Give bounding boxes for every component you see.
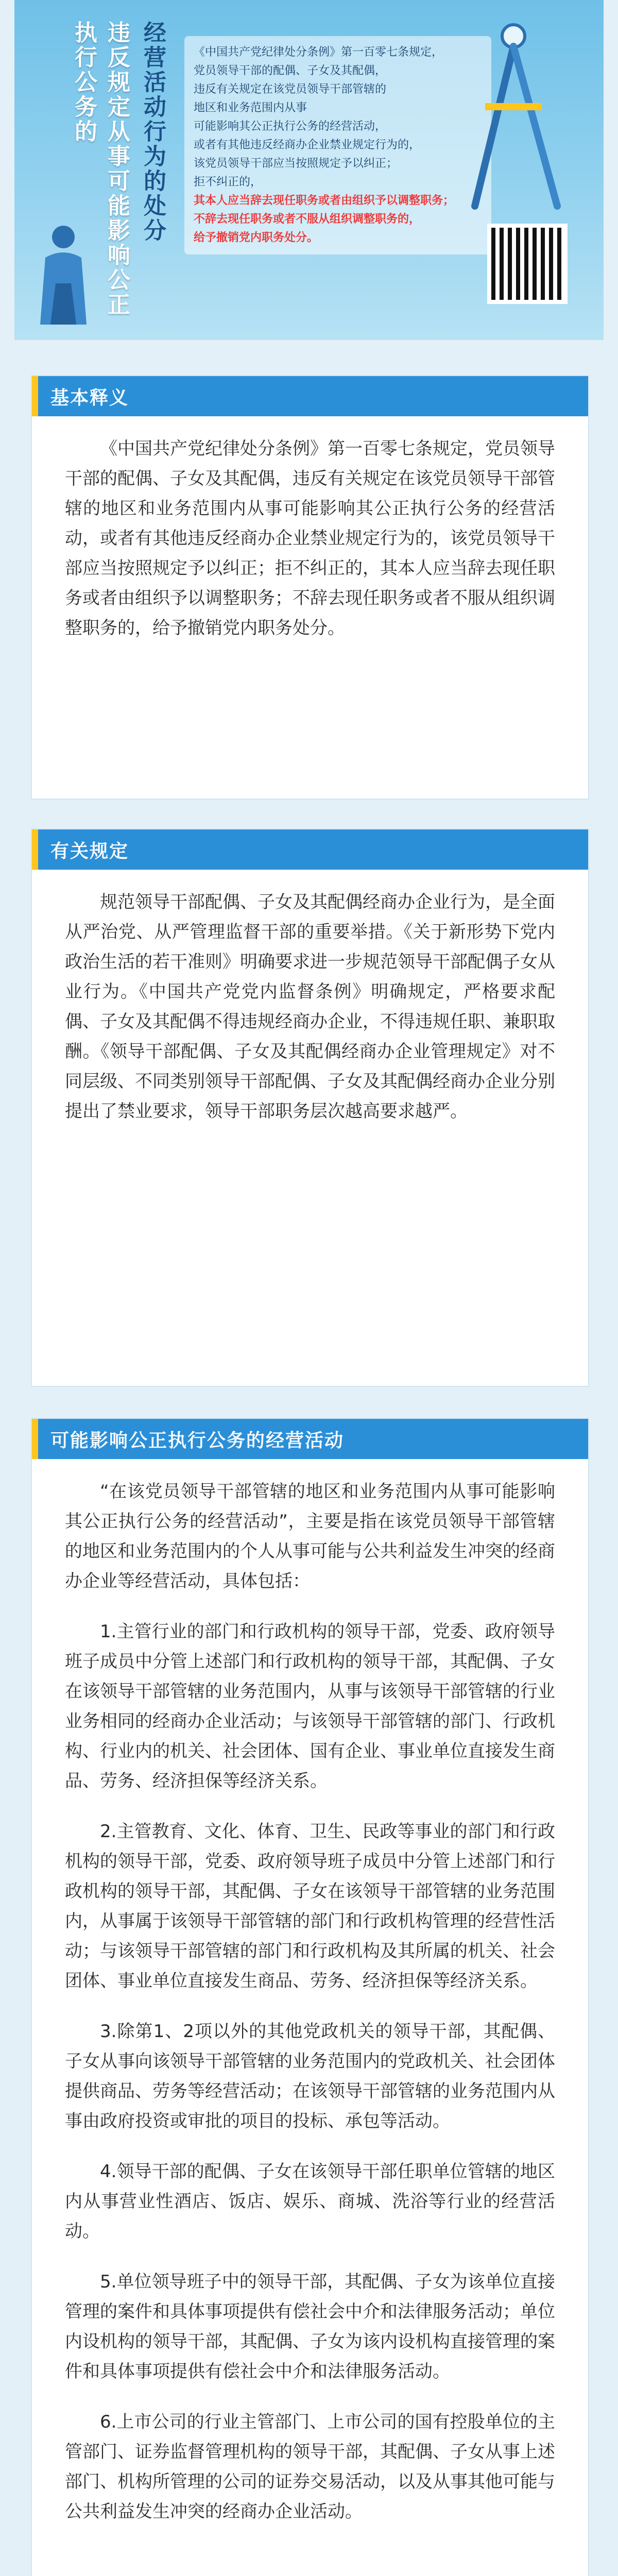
- section-title: 基本释义: [50, 387, 129, 409]
- paragraph: 2.主管教育、文化、体育、卫生、民政等事业的部门和行政机构的领导干部，党委、政府领导班子成员中分管上述部门和行政机构的领导干部，其配偶、子女在该领导干部管辖的业务范围内，从事属于该领导干部管辖的部门和行政机构管理的经营性活动；与该领导干部管辖的部门和行政机构及其所属的机关、社会团体、事业单位直接发生商品、劳务、经济担保等经济关系。: [65, 1821, 555, 1991]
- compass-icon: [454, 15, 573, 211]
- paragraph: 《中国共产党纪律处分条例》第一百零七条规定，党员领导干部的配偶、子女及其配偶，违反有关规定在该党员领导干部管辖的地区和业务范围内从事可能影响其公正执行公务的经营活动，或者有其他违反经商办企业禁业规定行为的，该党员领导干部应当按照规定予以纠正；拒不纠正的，其本人应当辞去现任职务或者由组织予以调整职务；不辞去现任职务或者不服从组织调整职务的，给予撤销党内职务处分。: [65, 438, 555, 638]
- banner-vertical-title-1: 违反规定从事可能影响公正执行公务的: [71, 21, 130, 317]
- card-line: 不辞去现任职务或者不服从组织调整职务的，: [194, 213, 421, 226]
- section-header: [32, 1419, 588, 1459]
- paragraph: 3.除第1、2项以外的其他党政机关的领导干部，其配偶、子女从事向该领导干部管辖的业务范围内的党政机关、社会团体提供商品、劳务等经营活动；在该领导干部管辖的业务范围内从事由政府投资或审批的项目的投标、承包等活动。: [65, 2021, 555, 2131]
- header-banner: [14, 0, 604, 340]
- section-title: 有关规定: [50, 840, 129, 862]
- card-line: 可能影响其公正执行公务的经营活动，: [194, 120, 387, 133]
- paragraph: 4.领导干部的配偶、子女在该领导干部任职单位管辖的地区内从事营业性酒店、饭店、娱乐、商城、洗浴等行业的经营活动。: [65, 2161, 555, 2242]
- accent-bar: [32, 1419, 38, 1459]
- card-line: 或者有其他违反经商办企业禁业规定行为的，: [194, 139, 421, 151]
- card-line: 其本人应当辞去现任职务或者由组织予以调整职务；: [194, 194, 455, 207]
- section-body: [32, 870, 588, 1147]
- card-line: 给予撤销党内职务处分。: [194, 231, 319, 244]
- paragraph: 规范领导干部配偶、子女及其配偶经商办企业行为，是全面从严治党、从严管理监督干部的重要举措。《关于新形势下党内政治生活的若干准则》明确要求进一步规范领导干部配偶子女从业行为。《中国共产党党内监督条例》明确规定，严格要求配偶、子女及其配偶不得违规经商办企业，不得违规任职、兼职取酬。《领导干部配偶、子女及其配偶经商办企业管理规定》对不同层级、不同类别领导干部配偶、子女及其配偶经商办企业分别提出了禁业要求，领导干部职务层次越高要求越严。: [65, 892, 555, 1122]
- section-header: [32, 376, 588, 416]
- paragraph: 1.主管行业的部门和行政机构的领导干部，党委、政府领导班子成员中分管上述部门和行政机构的领导干部，其配偶、子女在该领导干部管辖的业务范围内，从事与该领导干部管辖的行业业务相同的经商办企业活动；与该领导干部管辖的部门、行政机构、行业内的机关、社会团体、国有企业、事业单位直接发生商品、劳务、经济担保等经济关系。: [65, 1621, 555, 1791]
- qr-code-icon: [487, 224, 568, 304]
- section-related-regulations: [31, 828, 589, 1387]
- card-line: 《中国共产党纪律处分条例》第一百零七条规定，: [194, 46, 443, 59]
- section-basic-definition: [31, 375, 589, 800]
- card-line: 违反有关规定在该党员领导干部管辖的: [194, 83, 387, 96]
- section-header: [32, 829, 588, 870]
- card-line: 党员领导干部的配偶、子女及其配偶，: [194, 64, 387, 77]
- accent-bar: [32, 829, 38, 870]
- accent-bar: [32, 376, 38, 416]
- card-line: 拒不纠正的，: [194, 176, 262, 189]
- section-title: 可能影响公正执行公务的经营活动: [50, 1430, 345, 1451]
- card-line: 该党员领导干部应当按照规定予以纠正；: [194, 157, 398, 170]
- person-silhouette-icon: [30, 222, 97, 330]
- section-body: [32, 1459, 588, 2547]
- paragraph: “在该党员领导干部管辖的地区和业务范围内从事可能影响其公正执行公务的经营活动”，主要是指在该党员领导干部管辖的地区和业务范围内的个人从事可能与公共利益发生冲突的经商办企业等经营活动，具体包括：: [65, 1481, 555, 1591]
- banner-vertical-title-2: 经营活动行为的处分: [140, 21, 166, 243]
- paragraph: 5.单位领导班子中的领导干部，其配偶、子女为该单位直接管理的案件和具体事项提供有偿社会中介和法律服务活动；单位内设机构的领导干部，其配偶、子女为该内设机构直接管理的案件和具体事项提供有偿社会中介和法律服务活动。: [65, 2272, 555, 2382]
- paragraph: 6.上市公司的行业主管部门、上市公司的国有控股单位的主管部门、证券监督管理机构的领导干部，其配偶、子女从事上述部门、机构所管理的公司的证券交易活动，以及从事其他可能与公共利益发生冲突的经商办企业活动。: [65, 2412, 555, 2522]
- section-business-activities: [31, 1418, 589, 2576]
- card-line: 地区和业务范围内从事: [194, 101, 307, 114]
- banner-text-card: [184, 36, 491, 255]
- section-body: [32, 416, 588, 664]
